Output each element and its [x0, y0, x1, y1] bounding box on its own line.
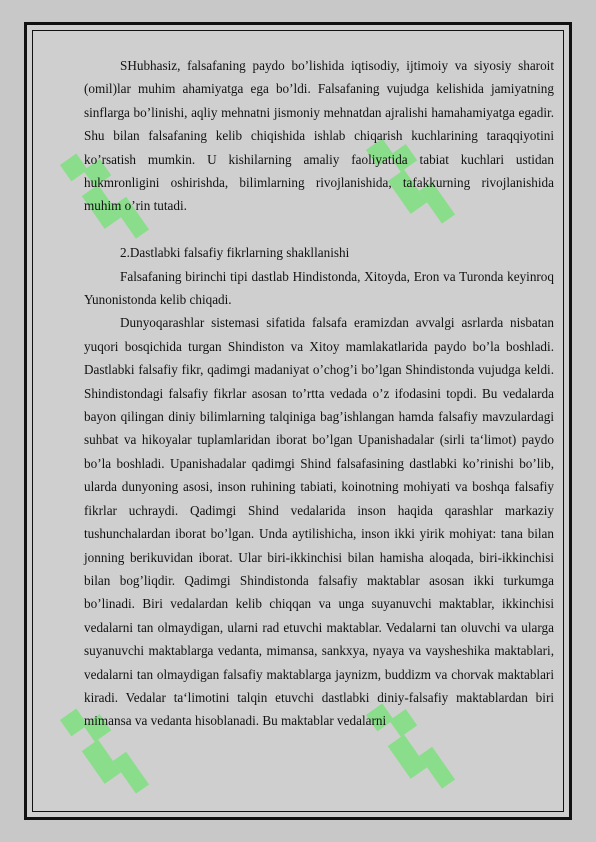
section-heading: 2.Dastlabki falsafiy fikrlarning shakllanishi	[120, 245, 350, 261]
document-body	[84, 54, 554, 733]
paragraph-origin: Falsafaning birinchi tipi dastlab Hindistonda, Xitoyda, Eron va Turonda keyinroq Yunonistonda kelib chiqadi.	[84, 268, 554, 308]
paragraph-intro: SHubhasiz, falsafaning paydo bo’lishida iqtisodiy, ijtimoiy va siyosiy sharoit (omil)lar muhim ahamiyatga ega bo’ldi. Falsafaning vujudga kelishida jamiyatning sinflarga bo’linishi, aqliy mehnatni jismoniy mehnatdan ajralishi hamahamiyatga egadir. Shu bilan falsafaning kelib chiqishida ishlab chiqarish kuchlarining taraqqiyotini ko’rsatish mumkin. U kishilarning amaliy faoliyatida tabiat kuchlari ustidan hukmronligini oshirishda, bilimlarning rivojlanishida, tafakkurning rivojlanishida muhim o’rin tutadi.	[84, 58, 554, 214]
paragraph-india: Dunyoqarashlar sistemasi sifatida falsafa eramizdan avvalgi asrlarda nisbatan yuqori bosqichida turgan Shindiston va Xitoy mamlakatlarida paydo bo’la boshladi. Dastlabki falsafiy fikr, qadimgi madaniyat o’chog’i bo’lgan Shindistonda vujudga keldi. Shindistondagi falsafiy fikrlar asosan to’rtta vedada o’z ifodasini topdi. Bu vedalarda bayon qilingan diniy bilimlarning talqiniga bag’ishlangan hamda falsafiy mavzulardagi suhbat va hikoyalar tuplamlaridan iborat bo’lgan Upanishadalar (sirli ta‘limot) paydo bo’la boshladi. Upanishadalar qadimgi Shind falsafasining dastlabki ko’rinishi bo’lib, ularda dunyoning asosi, inson ruhining tabiati, koinotning mohiyati va boshqa falsafiy fikrlar uchraydi. Qadimgi Shind vedalarida inson haqida qarashlar markaziy tushunchalardan iborat bo’lgan. Unda aytilishicha, inson ikki yirik mohiyat: tana bilan jonning berikuvidan iborat. Ular biri-ikkinchisi bilan hamisha aloqada, biri-ikkinchisi bilan bog’liqdir. Qadimgi Shindistonda falsafiy maktablar asosan ikki turkumga bo’linadi. Biri vedalardan kelib chiqqan va unga suyanuvchi maktablar, ikkinchisi vedalarni tan olmaydigan, ularni rad etuvchi maktablar. Vedalarni tan oluvchi va ularga suyanuvchi maktablarga vedanta, mimansa, sankxya, nyaya va vaysheshika maktablari, vedalarni tan olmaydigan falsafiy maktablarga jaynizm, buddizm va chorvak maktablari kiradi. Vedalar ta‘limotini talqin etuvchi dastlabki diniy-falsafiy maktablardan biri mimansa va vedanta hisoblanadi. Bu maktablar vedalarni	[84, 315, 554, 729]
